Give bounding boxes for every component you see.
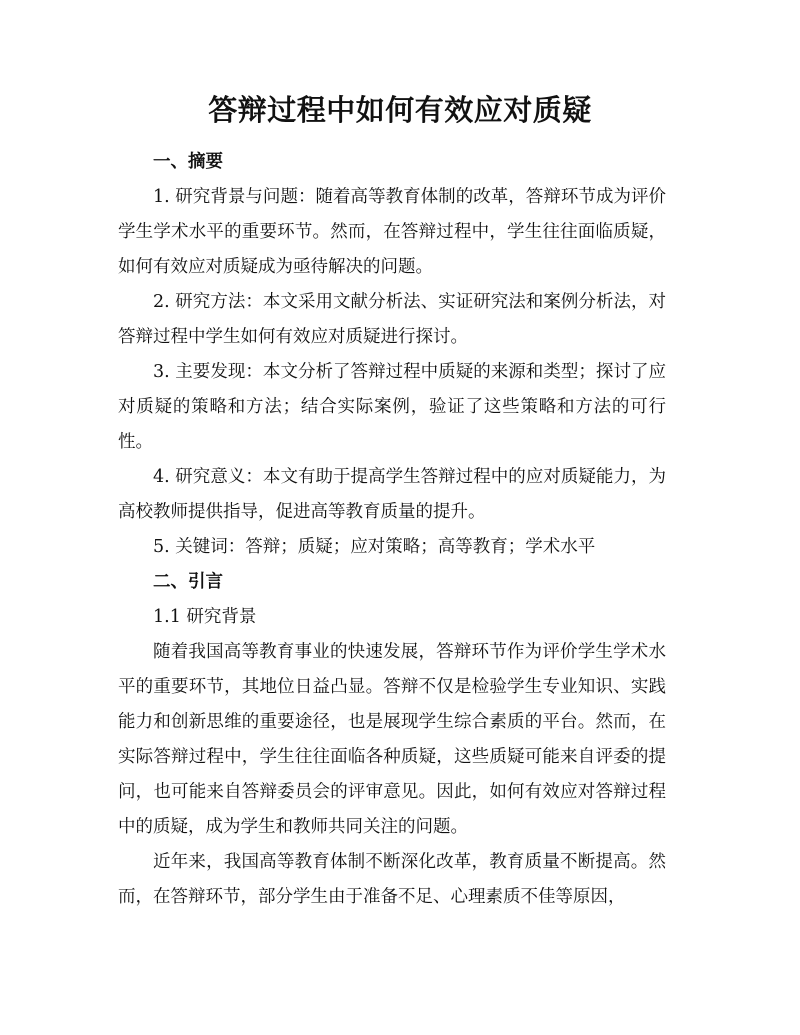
document-body [118, 145, 666, 915]
abstract-paragraph-method: 2. 研究方法：本文采用文献分析法、实证研究法和案例分析法，对答辩过程中学生如何有效应对质疑进行探讨。 [118, 292, 666, 347]
section-heading-introduction: 二、引言 [153, 572, 223, 592]
abstract-paragraph-findings: 3. 主要发现：本文分析了答辩过程中质疑的来源和类型；探讨了应对质疑的策略和方法；结合实际案例，验证了这些策略和方法的可行性。 [118, 362, 666, 452]
abstract-paragraph-background: 1. 研究背景与问题：随着高等教育体制的改革，答辩环节成为评价学生学术水平的重要环节。然而，在答辩过程中，学生往往面临质疑，如何有效应对质疑成为亟待解决的问题。 [118, 187, 666, 277]
abstract-paragraph-keywords: 5. 关键词：答辩；质疑；应对策略；高等教育；学术水平 [153, 537, 596, 557]
section-heading-abstract: 一、摘要 [153, 152, 223, 172]
abstract-paragraph-significance: 4. 研究意义：本文有助于提高学生答辩过程中的应对质疑能力，为高校教师提供指导，促进高等教育质量的提升。 [118, 467, 666, 522]
introduction-paragraph-1: 随着我国高等教育事业的快速发展，答辩环节作为评价学生学术水平的重要环节，其地位日益凸显。答辩不仅是检验学生专业知识、实践能力和创新思维的重要途径，也是展现学生综合素质的平台。然而，在实际答辩过程中，学生往往面临各种质疑，这些质疑可能来自评委的提问，也可能来自答辩委员会的评审意见。因此，如何有效应对答辩过程中的质疑，成为学生和教师共同关注的问题。 [118, 642, 666, 837]
introduction-paragraph-2: 近年来，我国高等教育体制不断深化改革，教育质量不断提高。然而，在答辩环节，部分学生由于准备不足、心理素质不佳等原因， [118, 852, 666, 907]
subsection-heading-background: 1.1 研究背景 [153, 607, 257, 627]
document-title: 答辩过程中如何有效应对质疑 [208, 93, 592, 127]
